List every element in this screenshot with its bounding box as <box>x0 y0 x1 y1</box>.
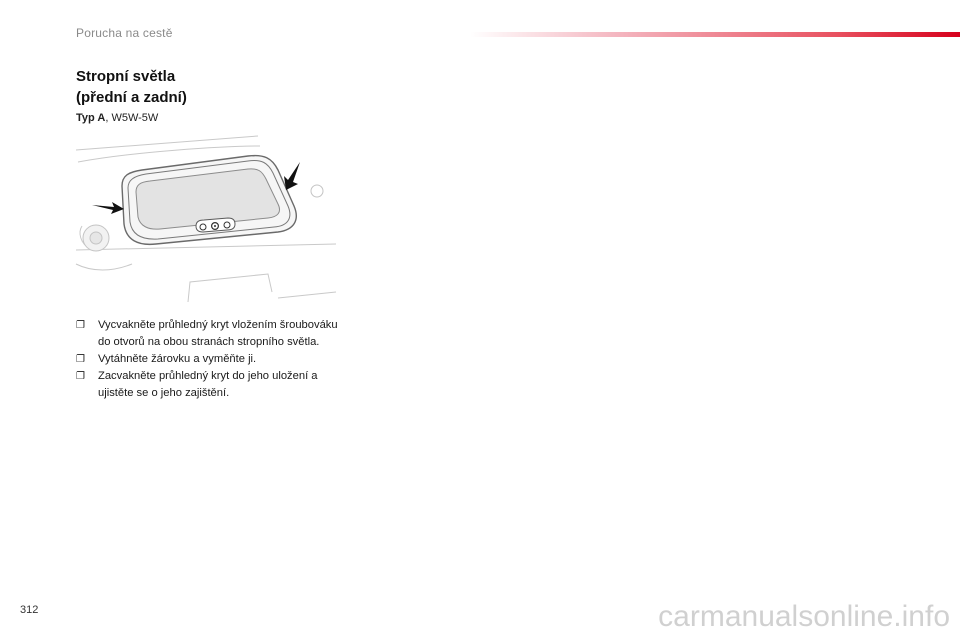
section-title-line-2: (přední a zadní) <box>76 89 187 106</box>
arrow-right-icon <box>284 162 300 190</box>
instruction-text: Vytáhněte žárovku a vyměňte ji. <box>98 353 257 365</box>
checkbox-bullet-icon: ❐ <box>76 354 85 365</box>
header-accent-bar <box>470 32 960 37</box>
ceiling-lamp-illustration <box>72 132 340 314</box>
screw-cap-left <box>83 225 109 251</box>
watermark: carmanualsonline.info <box>658 600 950 633</box>
arrow-left-icon <box>92 202 124 214</box>
bulb-type-label: Typ A <box>76 112 106 124</box>
page-number: 312 <box>20 604 39 616</box>
instruction-item <box>76 368 346 402</box>
page-header-title: Porucha na cestě <box>76 26 173 40</box>
bulb-type-line <box>76 112 158 124</box>
instruction-text: Zacvakněte průhledný kryt do jeho uložení a ujistěte se o jeho zajištění. <box>98 370 318 399</box>
checkbox-bullet-icon: ❐ <box>76 320 85 331</box>
checkbox-bullet-icon: ❐ <box>76 371 85 382</box>
instruction-item <box>76 317 346 351</box>
instruction-text: Vycvakněte průhledný kryt vložením šroubováku do otvorů na obou stranách stropního světla. <box>98 319 338 348</box>
section-title-line-1: Stropní světla <box>76 68 176 85</box>
instruction-item <box>76 351 346 368</box>
lamp-switch-panel <box>196 218 235 232</box>
instruction-list <box>76 317 346 402</box>
bulb-type-value: , W5W-5W <box>105 112 159 124</box>
section-title <box>76 66 187 108</box>
screw-hole-right <box>311 185 323 197</box>
